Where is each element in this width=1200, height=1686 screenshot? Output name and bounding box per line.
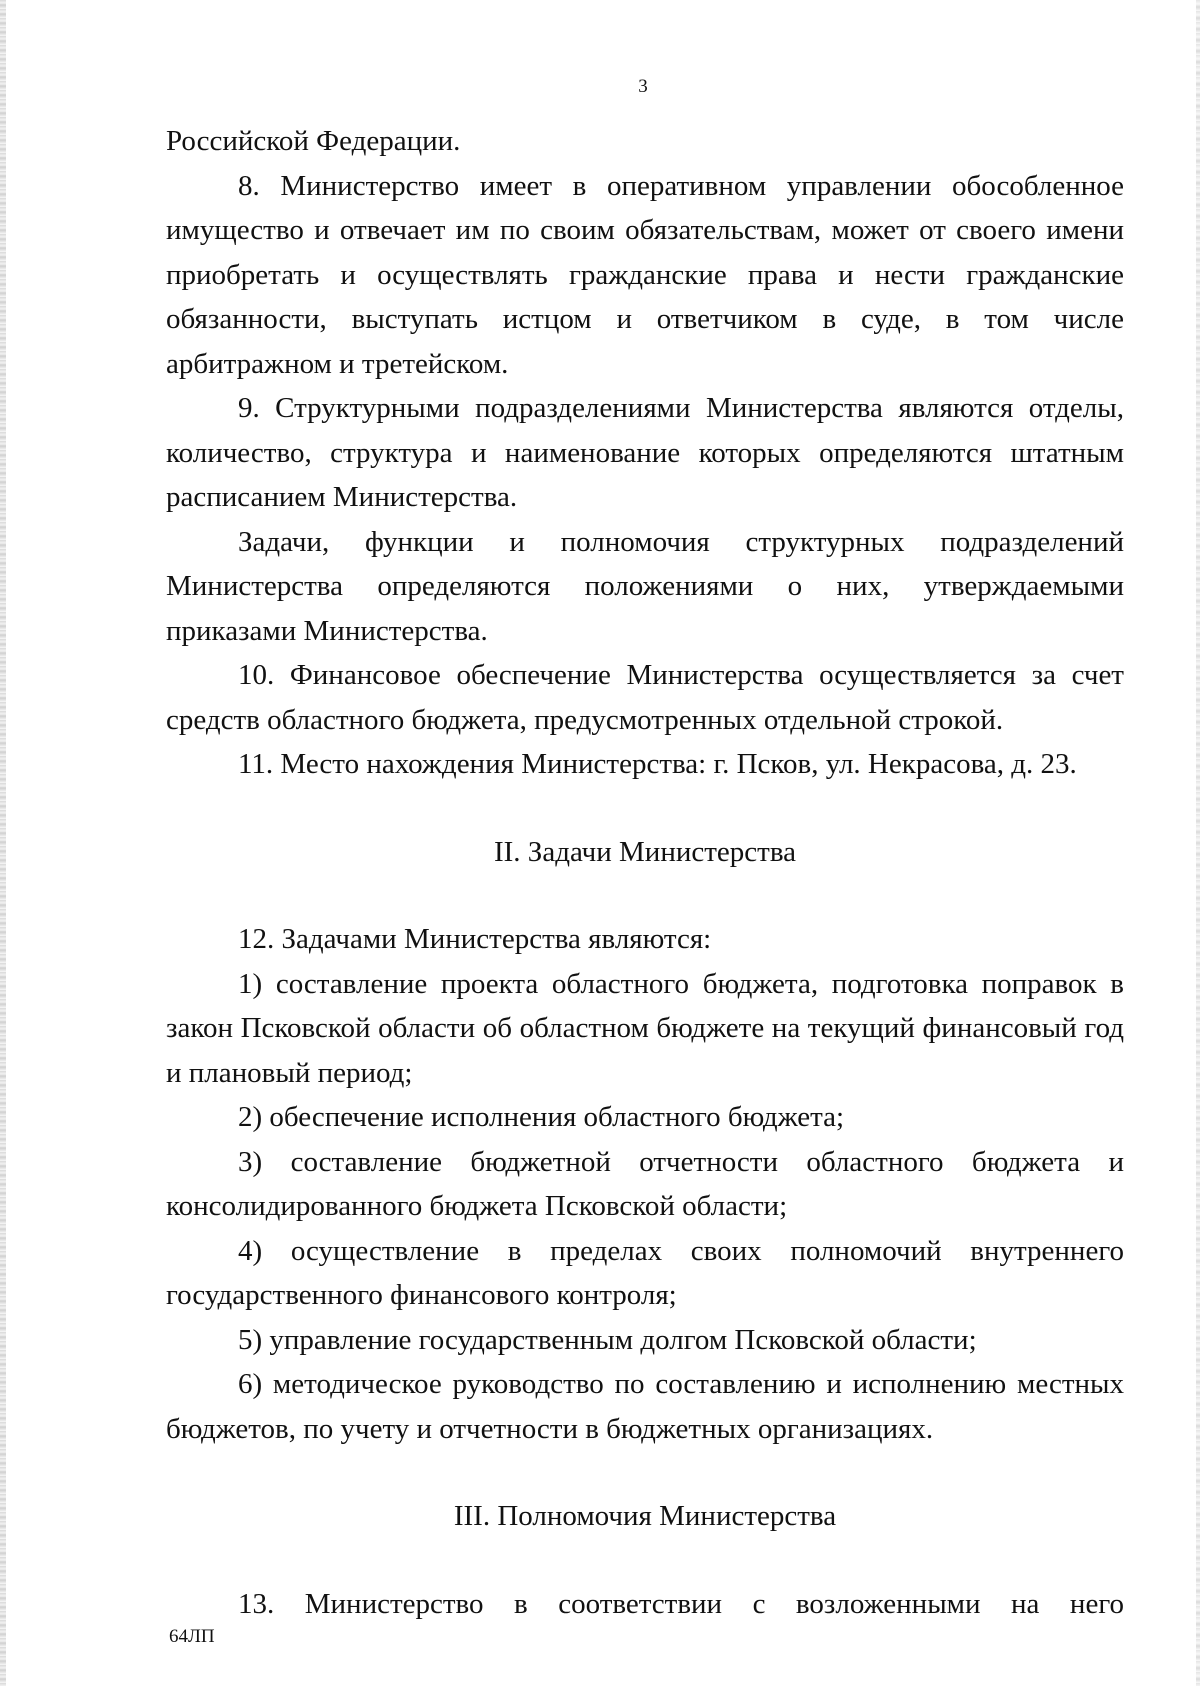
paragraph-continuation: Российской Федерации. bbox=[166, 125, 461, 157]
document-body bbox=[166, 119, 1124, 1626]
list-item-6: 6) методическое руководство по составлению и исполнению местных бюджетов, по учету и отчетности в бюджетных организациях. bbox=[166, 1368, 1124, 1445]
paragraph-item-8: 8. Министерство имеет в оперативном управлении обособленное имущество и отвечает им по своим обязательствам, может от своего имени приобретать и осуществлять гражданские права и нести гражданские обязанности, выступать истцом и ответчиком в суде, в том числе арбитражном и третейском. bbox=[166, 169, 1124, 380]
scan-left-edge bbox=[0, 0, 6, 1686]
paragraph-item-9: 9. Структурными подразделениями Министерства являются отделы, количество, структура и наименование которых определяются штатным расписанием Министерства. bbox=[166, 392, 1124, 513]
list-item-4: 4) осуществление в пределах своих полномочий внутреннего государственного финансового контроля; bbox=[166, 1234, 1124, 1311]
paragraph-item-11: 11. Место нахождения Министерства: г. Псков, ул. Некрасова, д. 23. bbox=[238, 748, 1077, 780]
section-heading-powers: III. Полномочия Министерства bbox=[453, 1500, 837, 1532]
list-item-3: 3) составление бюджетной отчетности областного бюджета и консолидированного бюджета Псковской области; bbox=[166, 1145, 1124, 1222]
list-item-2: 2) обеспечение исполнения областного бюджета; bbox=[238, 1101, 845, 1133]
paragraph-item-13: 13. Министерство в соответствии с возложенными на него bbox=[238, 1587, 1124, 1620]
paragraph-item-12: 12. Задачами Министерства являются: bbox=[238, 923, 712, 955]
paragraph-item-10: 10. Финансовое обеспечение Министерства осуществляется за счет средств областного бюджета, предусмотренных отдельной строкой. bbox=[166, 659, 1124, 736]
page-number: 3 bbox=[638, 76, 648, 97]
footer-document-code: 64ЛП bbox=[169, 1626, 215, 1647]
section-heading-tasks: II. Задачи Министерства bbox=[493, 835, 797, 868]
list-item-5: 5) управление государственным долгом Псковской области; bbox=[238, 1323, 977, 1356]
list-item-1: 1) составление проекта областного бюджета, подготовка поправок в закон Псковской области об областном бюджете на текущий финансовый год и плановый период; bbox=[166, 967, 1124, 1089]
paragraph-subdivisions: Задачи, функции и полномочия структурных подразделений Министерства определяются положениями о них, утверждаемыми приказами Министерства. bbox=[166, 525, 1124, 647]
scan-right-edge bbox=[1196, 0, 1200, 1686]
